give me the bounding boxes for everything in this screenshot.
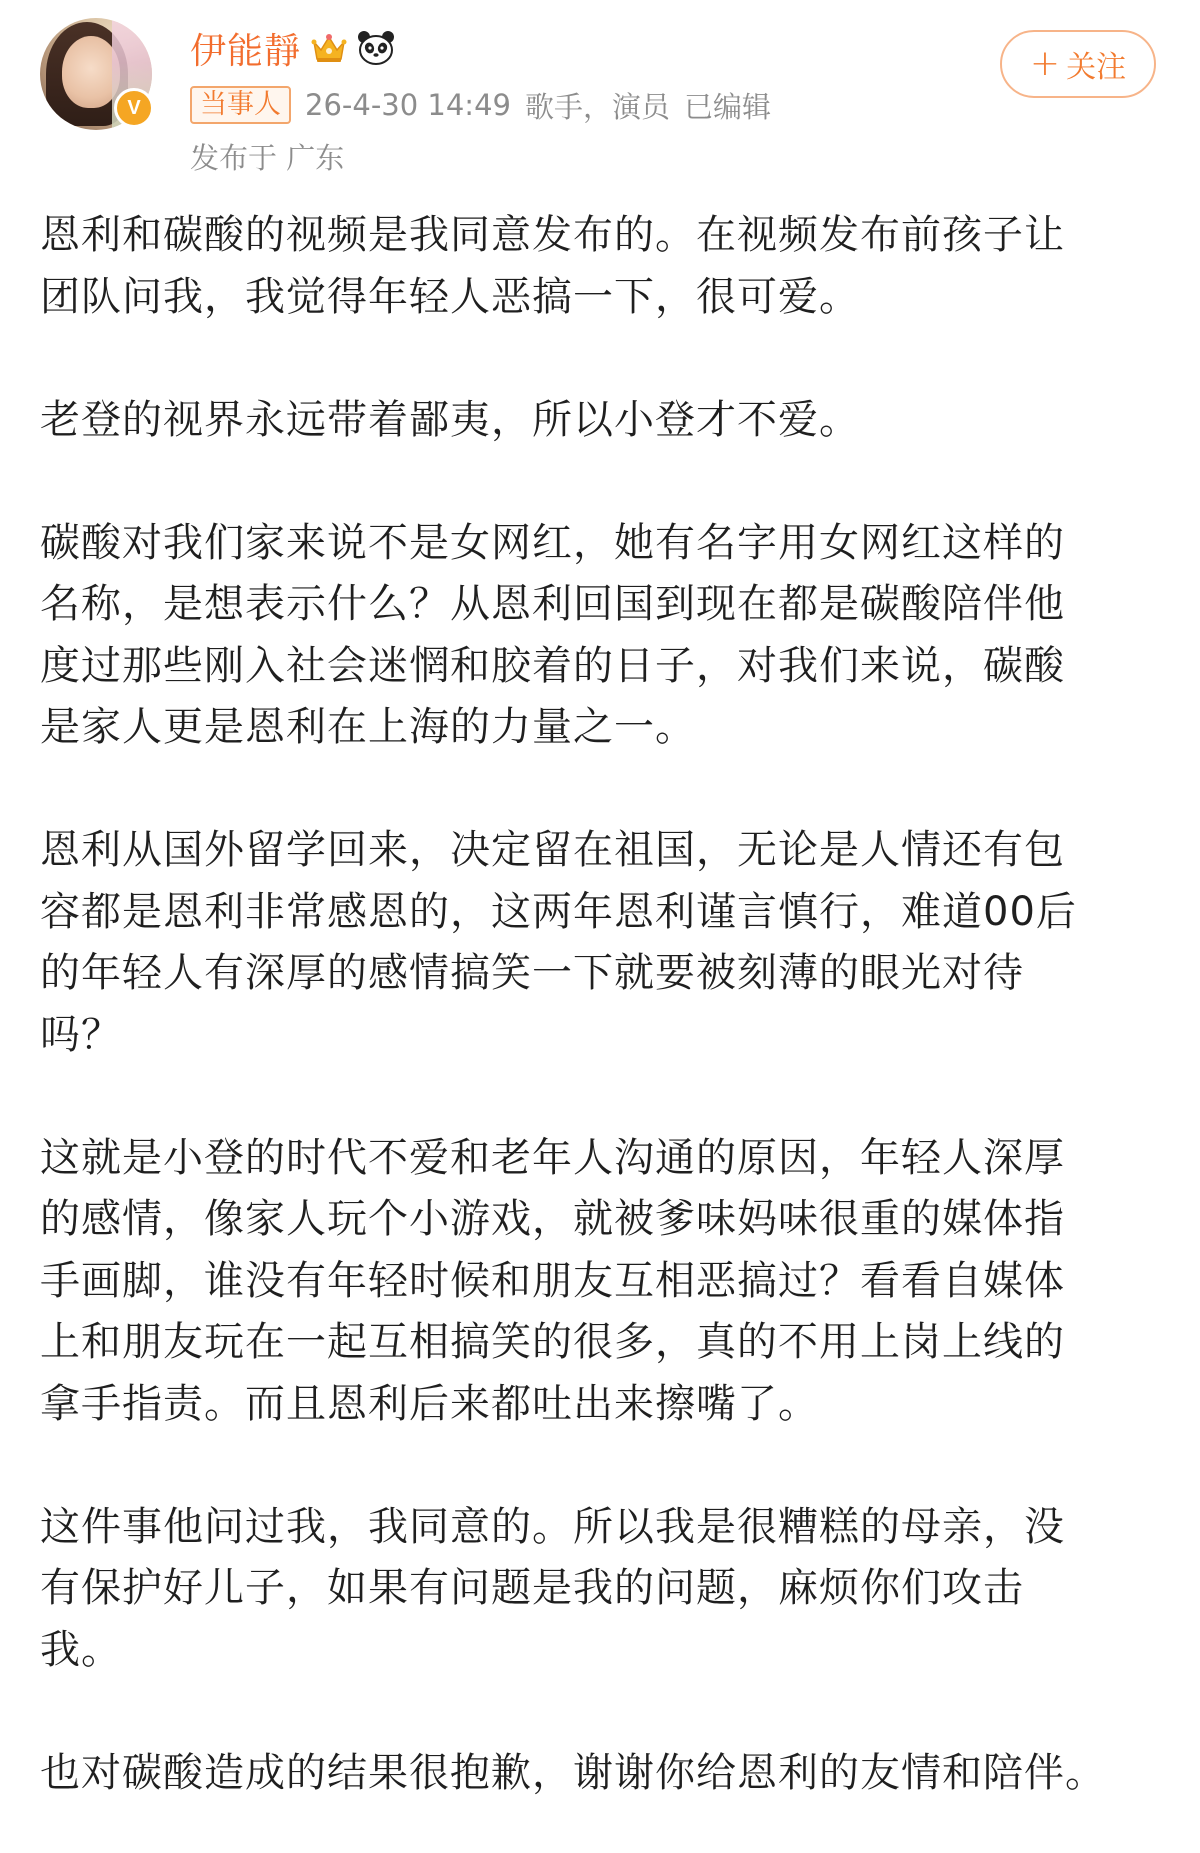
- post-content: [40, 205, 1160, 1804]
- follow-button[interactable]: [1000, 30, 1156, 98]
- post-paragraph: 这件事他问过我，我同意的。所以我是很糟糕的母亲，没 有保护好儿子，如果有问题是我的问题，麻烦你们攻击 我。: [40, 1503, 1065, 1673]
- edited-label[interactable]: 已编辑: [684, 89, 772, 124]
- plus-icon: +: [1029, 43, 1061, 84]
- avatar[interactable]: [40, 18, 152, 130]
- post-paragraph: 老登的视界永远带着鄙夷，所以小登才不爱。: [40, 396, 860, 443]
- meta-row: [190, 86, 771, 124]
- name-row: [190, 24, 395, 72]
- user-name[interactable]: 伊能靜: [190, 30, 302, 72]
- role-badge: 当事人: [190, 86, 291, 124]
- post-paragraph: 恩利从国外留学回来，决定留在祖国，无论是人情还有包 容都是恩利非常感恩的，这两年恩利谨言慎行，难道00后 的年轻人有深厚的感情搞笑一下就要被刻薄的眼光对待 吗？: [40, 827, 1077, 1058]
- crown-icon: [311, 32, 347, 64]
- post-paragraph: 这就是小登的时代不爱和老年人沟通的原因，年轻人深厚 的感情，像家人玩个小游戏，就被爹味妈味很重的媒体指 手画脚，谁没有年轻时候和朋友互相恶搞过？看看自媒体 上和朋友玩在一起互相搞笑的很多，真的不用上岗上线的 拿手指责。而且恩利后来都吐出来擦嘴了。: [40, 1134, 1065, 1427]
- post-header: [0, 0, 1200, 180]
- post-paragraph: 也对碳酸造成的结果很抱歉，谢谢你给恩利的友情和陪伴。: [40, 1749, 1106, 1796]
- post-timestamp: 26-4-30 14:49: [305, 88, 511, 122]
- panda-icon: [357, 30, 395, 66]
- post-paragraph: 碳酸对我们家来说不是女网红，她有名字用女网红这样的 名称，是想表示什么？从恩利回国到现在都是碳酸陪伴他 度过那些刚入社会迷惘和胶着的日子，对我们来说，碳酸 是家人更是恩利在上海的力量之一。: [40, 519, 1065, 750]
- post-paragraph: 恩利和碳酸的视频是我同意发布的。在视频发布前孩子让 团队问我，我觉得年轻人恶搞一下，很可爱。: [40, 212, 1065, 320]
- verified-badge-icon: V: [114, 88, 154, 128]
- follow-label: 关注: [1066, 50, 1127, 85]
- user-profession: 歌手，演员: [524, 89, 670, 124]
- post-location: 发布于 广东: [190, 141, 345, 175]
